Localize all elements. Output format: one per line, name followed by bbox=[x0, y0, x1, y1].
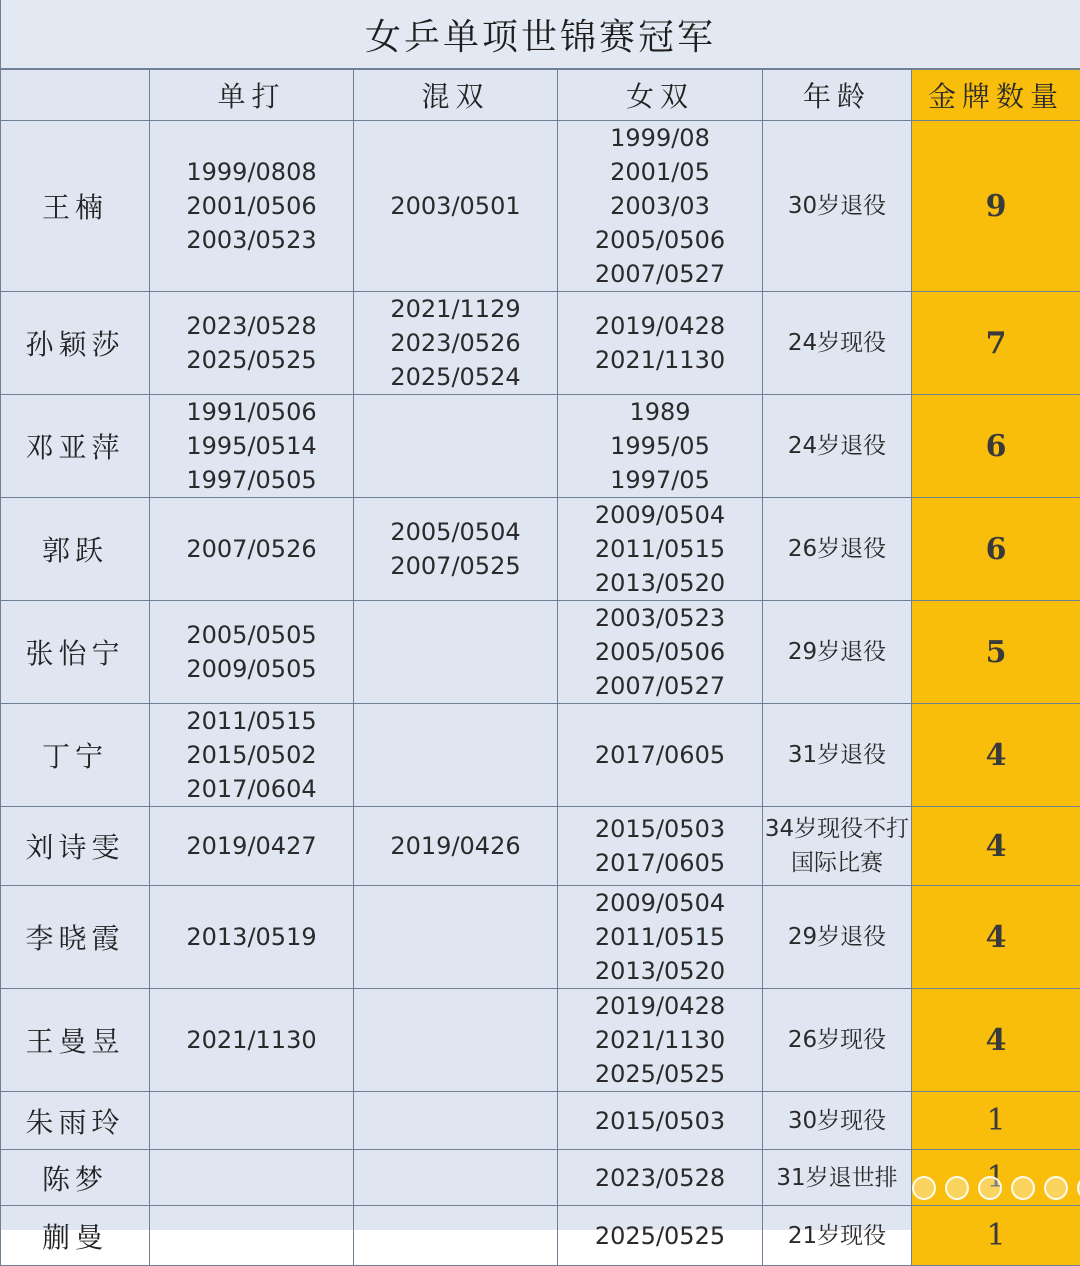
date-entry: 2025/0525 bbox=[150, 343, 353, 377]
date-entry: 2025/0525 bbox=[558, 1219, 762, 1253]
date-entry: 2003/0501 bbox=[354, 189, 557, 223]
womens-doubles-dates bbox=[558, 807, 763, 886]
medal-count: 1 bbox=[912, 1206, 1080, 1266]
medal-count: 4 bbox=[912, 807, 1080, 886]
date-entry: 1995/05 bbox=[558, 429, 762, 463]
watermark-dot-icon bbox=[1044, 1176, 1068, 1200]
singles-dates bbox=[150, 886, 354, 989]
singles-dates bbox=[150, 1092, 354, 1150]
player-name: 蒯曼 bbox=[1, 1206, 150, 1266]
watermark-dot-icon bbox=[978, 1176, 1002, 1200]
mixed-doubles-dates bbox=[354, 807, 558, 886]
champions-table bbox=[0, 69, 1080, 1266]
singles-dates bbox=[150, 498, 354, 601]
age-status: 34岁现役不打国际比赛 bbox=[763, 807, 912, 886]
date-entry: 2017/0605 bbox=[558, 738, 762, 772]
date-entry: 2003/0523 bbox=[558, 601, 762, 635]
date-entry: 1997/05 bbox=[558, 463, 762, 497]
singles-dates bbox=[150, 704, 354, 807]
mixed-doubles-dates bbox=[354, 886, 558, 989]
mixed-doubles-dates bbox=[354, 704, 558, 807]
date-entry: 1989 bbox=[558, 395, 762, 429]
table-row bbox=[1, 1206, 1080, 1266]
watermark bbox=[912, 1176, 1080, 1200]
table-row bbox=[1, 704, 1080, 807]
player-name: 李晓霞 bbox=[1, 886, 150, 989]
date-entry: 2009/0504 bbox=[558, 498, 762, 532]
age-status: 24岁现役 bbox=[763, 292, 912, 395]
header-womens-doubles: 女双 bbox=[558, 70, 763, 121]
table-row bbox=[1, 292, 1080, 395]
womens-doubles-dates bbox=[558, 498, 763, 601]
age-status: 30岁退役 bbox=[763, 121, 912, 292]
medal-count: 4 bbox=[912, 989, 1080, 1092]
date-entry: 2007/0525 bbox=[354, 549, 557, 583]
date-entry: 2021/1129 bbox=[354, 292, 557, 326]
medal-count: 6 bbox=[912, 498, 1080, 601]
mixed-doubles-dates bbox=[354, 395, 558, 498]
age-status: 26岁退役 bbox=[763, 498, 912, 601]
singles-dates bbox=[150, 1150, 354, 1206]
date-entry: 2025/0524 bbox=[354, 360, 557, 394]
date-entry: 2023/0526 bbox=[354, 326, 557, 360]
age-status: 31岁退役 bbox=[763, 704, 912, 807]
table-row bbox=[1, 395, 1080, 498]
date-entry: 2017/0604 bbox=[150, 772, 353, 806]
table-row bbox=[1, 1092, 1080, 1150]
age-status: 29岁退役 bbox=[763, 601, 912, 704]
singles-dates bbox=[150, 807, 354, 886]
medal-count: 9 bbox=[912, 121, 1080, 292]
date-entry: 2013/0520 bbox=[558, 566, 762, 600]
age-status: 21岁现役 bbox=[763, 1206, 912, 1266]
womens-doubles-dates bbox=[558, 121, 763, 292]
singles-dates bbox=[150, 601, 354, 704]
date-entry: 1995/0514 bbox=[150, 429, 353, 463]
mixed-doubles-dates bbox=[354, 292, 558, 395]
date-entry: 1999/0808 bbox=[150, 155, 353, 189]
medal-count: 6 bbox=[912, 395, 1080, 498]
date-entry: 2025/0525 bbox=[558, 1057, 762, 1091]
date-entry: 1997/0505 bbox=[150, 463, 353, 497]
mixed-doubles-dates bbox=[354, 1092, 558, 1150]
date-entry: 2017/0605 bbox=[558, 846, 762, 880]
date-entry: 2005/0504 bbox=[354, 515, 557, 549]
womens-doubles-dates bbox=[558, 601, 763, 704]
date-entry: 2021/1130 bbox=[558, 343, 762, 377]
date-entry: 2015/0502 bbox=[150, 738, 353, 772]
date-entry: 2003/03 bbox=[558, 189, 762, 223]
date-entry: 2001/0506 bbox=[150, 189, 353, 223]
womens-doubles-dates bbox=[558, 395, 763, 498]
table-row bbox=[1, 807, 1080, 886]
date-entry: 2015/0503 bbox=[558, 812, 762, 846]
date-entry: 2005/0506 bbox=[558, 635, 762, 669]
player-name: 郭跃 bbox=[1, 498, 150, 601]
mixed-doubles-dates bbox=[354, 601, 558, 704]
womens-doubles-dates bbox=[558, 886, 763, 989]
age-status: 29岁退役 bbox=[763, 886, 912, 989]
watermark-dot-icon bbox=[945, 1176, 969, 1200]
medal-count: 1 bbox=[912, 1092, 1080, 1150]
player-name: 陈梦 bbox=[1, 1150, 150, 1206]
date-entry: 2013/0520 bbox=[558, 954, 762, 988]
mixed-doubles-dates bbox=[354, 989, 558, 1092]
date-entry: 2007/0527 bbox=[558, 257, 762, 291]
date-entry: 2003/0523 bbox=[150, 223, 353, 257]
date-entry: 2005/0505 bbox=[150, 618, 353, 652]
table-row bbox=[1, 886, 1080, 989]
date-entry: 2019/0427 bbox=[150, 829, 353, 863]
player-name: 朱雨玲 bbox=[1, 1092, 150, 1150]
table-row bbox=[1, 989, 1080, 1092]
date-entry: 2021/1130 bbox=[150, 1023, 353, 1057]
singles-dates bbox=[150, 121, 354, 292]
header-singles: 单打 bbox=[150, 70, 354, 121]
medal-count: 4 bbox=[912, 704, 1080, 807]
age-status: 30岁现役 bbox=[763, 1092, 912, 1150]
date-entry: 2001/05 bbox=[558, 155, 762, 189]
date-entry: 2011/0515 bbox=[558, 920, 762, 954]
table-row bbox=[1, 498, 1080, 601]
date-entry: 2015/0503 bbox=[558, 1104, 762, 1138]
date-entry: 2019/0426 bbox=[354, 829, 557, 863]
date-entry: 2007/0526 bbox=[150, 532, 353, 566]
player-name: 张怡宁 bbox=[1, 601, 150, 704]
medal-count: 4 bbox=[912, 886, 1080, 989]
medal-count: 1 bbox=[912, 1150, 1080, 1206]
womens-doubles-dates bbox=[558, 704, 763, 807]
header-name bbox=[1, 70, 150, 121]
mixed-doubles-dates bbox=[354, 498, 558, 601]
date-entry: 2009/0505 bbox=[150, 652, 353, 686]
date-entry: 2007/0527 bbox=[558, 669, 762, 703]
date-entry: 2013/0519 bbox=[150, 920, 353, 954]
date-entry: 2009/0504 bbox=[558, 886, 762, 920]
table-title: 女乒单项世锦赛冠军 bbox=[0, 0, 1080, 69]
watermark-dot-icon bbox=[912, 1176, 936, 1200]
date-entry: 2011/0515 bbox=[150, 704, 353, 738]
singles-dates bbox=[150, 395, 354, 498]
age-status: 31岁退世排 bbox=[763, 1150, 912, 1206]
header-age: 年龄 bbox=[763, 70, 912, 121]
age-status: 26岁现役 bbox=[763, 989, 912, 1092]
womens-doubles-dates bbox=[558, 1206, 763, 1266]
singles-dates bbox=[150, 1206, 354, 1266]
womens-doubles-dates bbox=[558, 292, 763, 395]
date-entry: 2019/0428 bbox=[558, 309, 762, 343]
womens-doubles-dates bbox=[558, 989, 763, 1092]
player-name: 丁宁 bbox=[1, 704, 150, 807]
player-name: 王楠 bbox=[1, 121, 150, 292]
date-entry: 2023/0528 bbox=[558, 1161, 762, 1195]
womens-doubles-dates bbox=[558, 1150, 763, 1206]
date-entry: 2023/0528 bbox=[150, 309, 353, 343]
table-row bbox=[1, 601, 1080, 704]
date-entry: 2005/0506 bbox=[558, 223, 762, 257]
mixed-doubles-dates bbox=[354, 1150, 558, 1206]
player-name: 邓亚萍 bbox=[1, 395, 150, 498]
singles-dates bbox=[150, 292, 354, 395]
medal-count: 5 bbox=[912, 601, 1080, 704]
medal-count: 7 bbox=[912, 292, 1080, 395]
date-entry: 2021/1130 bbox=[558, 1023, 762, 1057]
singles-dates bbox=[150, 989, 354, 1092]
header-row bbox=[1, 70, 1080, 121]
womens-doubles-dates bbox=[558, 1092, 763, 1150]
table-row bbox=[1, 121, 1080, 292]
age-status: 24岁退役 bbox=[763, 395, 912, 498]
header-medal-count: 金牌数量 bbox=[912, 70, 1080, 121]
player-name: 王曼昱 bbox=[1, 989, 150, 1092]
date-entry: 1991/0506 bbox=[150, 395, 353, 429]
watermark-dot-icon bbox=[1011, 1176, 1035, 1200]
date-entry: 1999/08 bbox=[558, 121, 762, 155]
mixed-doubles-dates bbox=[354, 1206, 558, 1266]
header-mixed-doubles: 混双 bbox=[354, 70, 558, 121]
player-name: 孙颖莎 bbox=[1, 292, 150, 395]
date-entry: 2011/0515 bbox=[558, 532, 762, 566]
player-name: 刘诗雯 bbox=[1, 807, 150, 886]
date-entry: 2019/0428 bbox=[558, 989, 762, 1023]
mixed-doubles-dates bbox=[354, 121, 558, 292]
